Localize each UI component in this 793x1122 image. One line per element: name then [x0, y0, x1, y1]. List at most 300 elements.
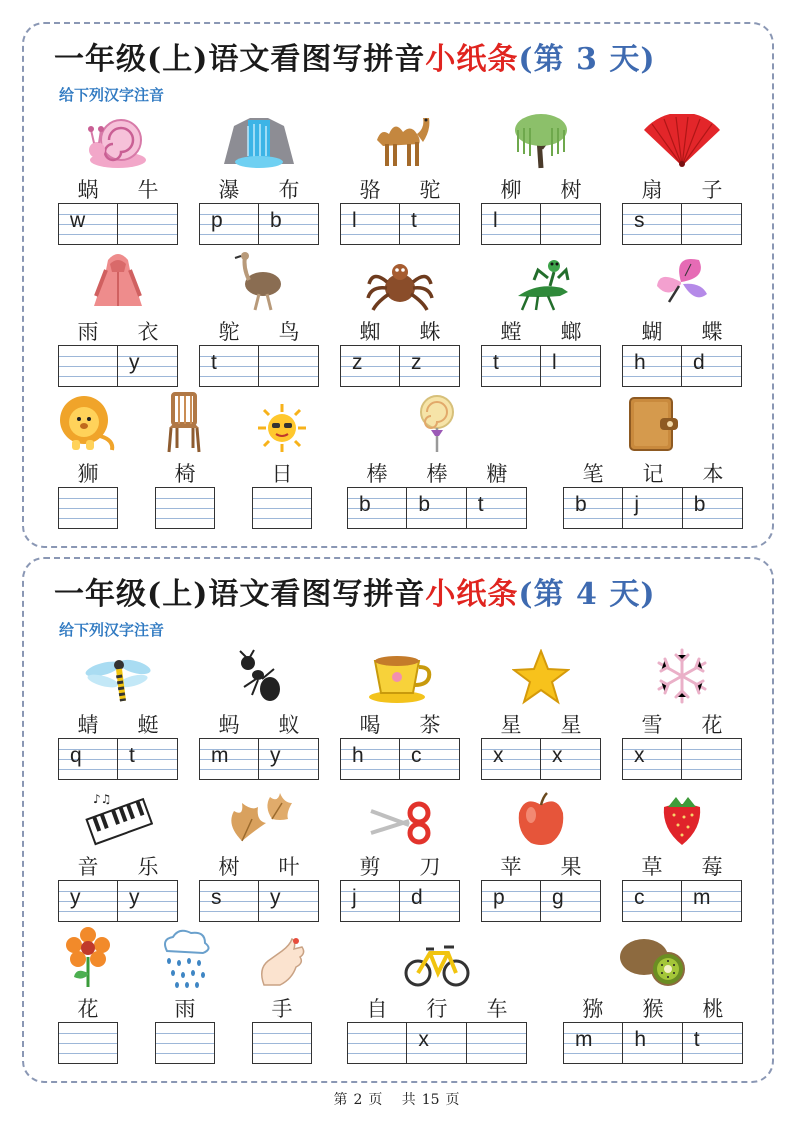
pinyin-box[interactable] — [259, 204, 318, 244]
hanzi-row — [340, 709, 460, 739]
pinyin-initial: x — [418, 1028, 429, 1051]
hanzi-char: 苹 — [500, 855, 522, 879]
pinyin-box[interactable] — [200, 346, 259, 386]
word-card — [340, 254, 460, 388]
pinyin-box[interactable] — [682, 204, 741, 244]
hanzi-row — [58, 458, 118, 488]
hanzi-row — [199, 316, 319, 346]
hanzi-char: 花 — [77, 997, 99, 1021]
hanzi-char: 乐 — [137, 855, 159, 879]
pinyin-box[interactable] — [200, 739, 259, 779]
notebook-icon — [626, 394, 680, 454]
pinyin-box[interactable] — [156, 488, 214, 528]
butterfly-icon — [651, 252, 713, 312]
pinyin-initial: l — [552, 351, 557, 374]
pinyin-box[interactable] — [623, 204, 682, 244]
pinyin-box[interactable] — [253, 488, 311, 528]
hanzi-row — [563, 458, 743, 488]
pinyin-box[interactable] — [683, 488, 742, 528]
hanzi-char: 星 — [500, 713, 522, 737]
pinyin-box-group — [481, 203, 601, 245]
pinyin-box[interactable] — [482, 739, 541, 779]
pinyin-box-group — [155, 487, 215, 529]
page-label: 第 — [333, 1092, 348, 1108]
hanzi-row — [622, 316, 742, 346]
camel-icon — [365, 110, 435, 170]
pinyin-box-group — [252, 487, 312, 529]
word-card — [199, 112, 319, 246]
pinyin-initial: j — [634, 493, 640, 516]
hanzi-char: 树 — [218, 855, 240, 879]
hanzi-char: 狮 — [77, 462, 99, 486]
pinyin-initial: s — [634, 209, 645, 232]
hanzi-char: 骆 — [359, 178, 381, 202]
pinyin-box-group — [199, 345, 319, 387]
word-card — [481, 112, 601, 246]
pinyin-box-group — [58, 203, 178, 245]
pinyin-initial: p — [493, 886, 505, 909]
pinyin-box-group — [622, 738, 742, 780]
pinyin-initial: l — [352, 209, 357, 232]
snail-icon — [85, 110, 151, 170]
pinyin-initial: d — [411, 886, 423, 909]
hanzi-row — [58, 851, 178, 881]
pinyin-box-group — [563, 487, 743, 529]
pinyin-box[interactable] — [541, 346, 600, 386]
pinyin-box[interactable] — [407, 1023, 466, 1063]
hanzi-char: 椅 — [174, 462, 196, 486]
hanzi-char: 牛 — [137, 178, 159, 202]
hanzi-row — [347, 993, 527, 1023]
pinyin-box[interactable] — [259, 346, 318, 386]
hanzi-char: 蝶 — [701, 320, 723, 344]
word-card — [622, 112, 742, 246]
pinyin-box[interactable] — [59, 346, 118, 386]
pinyin-box[interactable] — [400, 204, 459, 244]
pinyin-box-group — [199, 880, 319, 922]
hanzi-char: 子 — [701, 178, 723, 202]
spider-icon — [365, 256, 435, 312]
pinyin-box-group — [58, 1022, 118, 1064]
hanzi-char: 树 — [560, 178, 582, 202]
pinyin-initial: g — [552, 886, 564, 909]
pinyin-initial: t — [493, 351, 499, 374]
hanzi-row — [58, 709, 178, 739]
pinyin-box-group — [340, 880, 460, 922]
pinyin-initial: h — [352, 744, 364, 767]
dragonfly-icon — [83, 653, 153, 705]
pinyin-initial: h — [634, 351, 646, 374]
word-card — [622, 254, 742, 388]
hanzi-row — [347, 458, 527, 488]
pinyin-initial: y — [129, 351, 140, 374]
hanzi-char: 行 — [426, 997, 448, 1021]
word-card — [252, 396, 312, 530]
willow-tree-icon — [510, 108, 572, 170]
hanzi-char: 棒 — [426, 462, 448, 486]
pinyin-box[interactable] — [623, 346, 682, 386]
hanzi-char: 驼 — [419, 178, 441, 202]
pinyin-box-group — [622, 345, 742, 387]
hanzi-row — [58, 993, 118, 1023]
hanzi-row — [622, 174, 742, 204]
hanzi-char: 车 — [486, 997, 508, 1021]
hanzi-char: 蚂 — [218, 713, 240, 737]
hanzi-row — [622, 851, 742, 881]
pinyin-initial: m — [211, 744, 229, 767]
worksheet-day-4 — [22, 557, 774, 1083]
pinyin-initial: q — [70, 744, 82, 767]
pinyin-box-group — [58, 487, 118, 529]
pinyin-initial: l — [493, 209, 498, 232]
pinyin-initial: b — [575, 493, 587, 516]
hanzi-char: 茶 — [419, 713, 441, 737]
pinyin-initial: z — [352, 351, 363, 374]
pinyin-initial: d — [693, 351, 705, 374]
hanzi-char: 日 — [271, 462, 293, 486]
word-card — [155, 396, 215, 530]
word-card — [58, 647, 178, 781]
pinyin-box[interactable] — [341, 204, 400, 244]
total-unit: 页 — [445, 1092, 460, 1108]
pinyin-initial: t — [411, 209, 417, 232]
word-card — [58, 931, 118, 1065]
ostrich-icon — [229, 250, 289, 312]
hanzi-char: 果 — [560, 855, 582, 879]
pinyin-initial: w — [70, 209, 86, 232]
hanzi-char: 草 — [641, 855, 663, 879]
pinyin-box[interactable] — [259, 881, 318, 921]
pinyin-box[interactable] — [400, 346, 459, 386]
raincoat-icon — [90, 250, 146, 312]
pinyin-box[interactable] — [59, 1023, 117, 1063]
title-day: (第 3 天) — [518, 42, 656, 77]
pinyin-box[interactable] — [541, 881, 600, 921]
hanzi-char: 蚁 — [278, 713, 300, 737]
pinyin-box[interactable] — [253, 1023, 311, 1063]
total-label: 共 — [401, 1092, 416, 1108]
hanzi-row — [340, 174, 460, 204]
word-card — [622, 789, 742, 923]
pinyin-box-group — [58, 738, 178, 780]
pinyin-box[interactable] — [682, 739, 741, 779]
pinyin-box[interactable] — [482, 881, 541, 921]
hanzi-char: 叶 — [278, 855, 300, 879]
pinyin-initial: m — [575, 1028, 593, 1051]
hanzi-row — [481, 851, 601, 881]
pinyin-box[interactable] — [541, 739, 600, 779]
lollipop-icon — [417, 394, 457, 454]
hanzi-char: 雪 — [641, 713, 663, 737]
hanzi-char: 剪 — [359, 855, 381, 879]
hanzi-row — [58, 316, 178, 346]
pinyin-box[interactable] — [400, 881, 459, 921]
sheet-title — [54, 569, 656, 613]
hanzi-char: 星 — [560, 713, 582, 737]
worksheet-day-3 — [22, 22, 774, 548]
pinyin-box-group — [622, 880, 742, 922]
pinyin-box-group — [340, 203, 460, 245]
word-card — [563, 396, 743, 530]
pinyin-initial: z — [411, 351, 422, 374]
pinyin-box-group — [347, 487, 527, 529]
hanzi-row — [199, 709, 319, 739]
title-main: 一年级(上)语文看图写拼音 — [54, 577, 426, 612]
pinyin-box[interactable] — [400, 739, 459, 779]
bicycle-icon — [404, 937, 470, 989]
pinyin-box[interactable] — [623, 739, 682, 779]
pinyin-box-group — [481, 880, 601, 922]
hanzi-char: 猴 — [642, 997, 664, 1021]
pinyin-initial: b — [270, 209, 282, 232]
hanzi-char: 喝 — [359, 713, 381, 737]
hanzi-char: 自 — [366, 997, 388, 1021]
word-card — [481, 254, 601, 388]
instruction-text: 给下列汉字注音 — [59, 86, 165, 104]
pinyin-box[interactable] — [341, 881, 400, 921]
pinyin-box[interactable] — [259, 739, 318, 779]
pinyin-box[interactable] — [683, 1023, 742, 1063]
hanzi-char: 扇 — [641, 178, 663, 202]
hanzi-char: 鸵 — [218, 320, 240, 344]
ant-icon — [234, 649, 284, 705]
svg-text:♪♫: ♪♫ — [93, 792, 112, 806]
title-main: 一年级(上)语文看图写拼音 — [54, 42, 426, 77]
hanzi-row — [199, 851, 319, 881]
waterfall-icon — [220, 112, 298, 170]
hanzi-char: 瀑 — [218, 178, 240, 202]
title-highlight: 小纸条 — [425, 42, 519, 77]
pinyin-initial: m — [693, 886, 711, 909]
hand-icon — [256, 933, 308, 989]
sun-icon — [254, 402, 310, 454]
pinyin-initial: t — [211, 351, 217, 374]
rain-cloud-icon — [157, 927, 213, 989]
hanzi-char: 本 — [702, 462, 724, 486]
mantis-icon — [508, 252, 574, 312]
pinyin-box-group — [58, 880, 178, 922]
word-card — [563, 931, 743, 1065]
word-card — [481, 647, 601, 781]
fan-icon — [640, 114, 724, 170]
pinyin-box[interactable] — [467, 1023, 526, 1063]
pinyin-initial: t — [129, 744, 135, 767]
pinyin-initial: y — [70, 886, 81, 909]
pinyin-initial: t — [693, 1028, 700, 1051]
pinyin-box[interactable] — [200, 204, 259, 244]
hanzi-char: 蛛 — [419, 320, 441, 344]
word-card — [481, 789, 601, 923]
pinyin-box[interactable] — [341, 739, 400, 779]
pinyin-box-group — [563, 1022, 743, 1064]
hanzi-char: 螳 — [500, 320, 522, 344]
pinyin-box[interactable] — [341, 346, 400, 386]
hanzi-row — [252, 458, 312, 488]
word-card — [155, 931, 215, 1065]
pinyin-box-group — [58, 345, 178, 387]
hanzi-row — [58, 174, 178, 204]
total-pages: 15 — [421, 1092, 440, 1108]
word-card — [347, 931, 527, 1065]
pinyin-initial: x — [634, 744, 645, 767]
title-day: (第 4 天) — [518, 577, 656, 612]
pinyin-box-group — [199, 203, 319, 245]
hanzi-char: 衣 — [137, 320, 159, 344]
pinyin-initial: b — [359, 493, 371, 516]
word-card — [199, 789, 319, 923]
title-highlight: 小纸条 — [425, 577, 519, 612]
sheet-title — [54, 34, 656, 78]
pinyin-box-group — [155, 1022, 215, 1064]
instruction-text: 给下列汉字注音 — [59, 621, 165, 639]
hanzi-row — [622, 709, 742, 739]
hanzi-row — [252, 993, 312, 1023]
star-icon — [512, 649, 570, 705]
snowflake-icon — [653, 647, 711, 705]
pinyin-box[interactable] — [59, 739, 118, 779]
word-card — [622, 647, 742, 781]
pinyin-box[interactable] — [156, 1023, 214, 1063]
pinyin-box[interactable] — [118, 739, 177, 779]
hanzi-char: 手 — [271, 997, 293, 1021]
hanzi-char: 刀 — [419, 855, 441, 879]
pinyin-box[interactable] — [118, 346, 177, 386]
page-number: 2 — [353, 1092, 363, 1108]
hanzi-char: 记 — [642, 462, 664, 486]
pinyin-box[interactable] — [482, 346, 541, 386]
hanzi-char: 花 — [701, 713, 723, 737]
word-card — [58, 112, 178, 246]
word-card — [340, 112, 460, 246]
pinyin-box-group — [340, 738, 460, 780]
pinyin-box-group — [199, 738, 319, 780]
teacup-icon — [367, 649, 433, 705]
pinyin-box[interactable] — [564, 488, 623, 528]
pinyin-box[interactable] — [541, 204, 600, 244]
hanzi-row — [340, 316, 460, 346]
leaves-icon — [222, 789, 296, 847]
hanzi-char: 雨 — [77, 320, 99, 344]
pinyin-initial: b — [418, 493, 431, 516]
pinyin-box[interactable] — [623, 1023, 682, 1063]
page-footer — [0, 1089, 793, 1109]
lion-icon — [56, 392, 120, 454]
word-card — [199, 254, 319, 388]
pinyin-initial: y — [270, 886, 281, 909]
word-card — [58, 396, 118, 530]
hanzi-row — [481, 174, 601, 204]
pinyin-initial: x — [552, 744, 563, 767]
hanzi-char: 蜘 — [359, 320, 381, 344]
scissors-icon — [365, 797, 435, 847]
pinyin-box[interactable] — [682, 881, 741, 921]
pinyin-initial: t — [477, 493, 484, 516]
pinyin-box[interactable] — [467, 488, 526, 528]
pinyin-initial: j — [352, 886, 357, 909]
chair-icon — [165, 392, 205, 454]
piano-keys-icon — [83, 791, 153, 847]
pinyin-box[interactable] — [407, 488, 466, 528]
hanzi-row — [155, 993, 215, 1023]
word-card — [58, 789, 178, 923]
pinyin-initial: s — [211, 886, 222, 909]
hanzi-char: 鸟 — [278, 320, 300, 344]
page-unit: 页 — [368, 1092, 383, 1108]
hanzi-char: 棒 — [366, 462, 388, 486]
pinyin-box[interactable] — [564, 1023, 623, 1063]
pinyin-initial: c — [411, 744, 422, 767]
word-card — [58, 254, 178, 388]
hanzi-row — [199, 174, 319, 204]
hanzi-char: 桃 — [702, 997, 724, 1021]
pinyin-initial: y — [129, 886, 140, 909]
pinyin-box[interactable] — [348, 488, 407, 528]
word-card — [252, 931, 312, 1065]
pinyin-initial: p — [211, 209, 223, 232]
pinyin-box-group — [622, 203, 742, 245]
kiwi-icon — [618, 933, 688, 989]
hanzi-row — [563, 993, 743, 1023]
pinyin-box-group — [252, 1022, 312, 1064]
hanzi-char: 莓 — [701, 855, 723, 879]
pinyin-initial: h — [634, 1028, 647, 1051]
pinyin-box[interactable] — [623, 881, 682, 921]
pinyin-box[interactable] — [59, 204, 118, 244]
hanzi-char: 蝴 — [641, 320, 663, 344]
word-card — [340, 647, 460, 781]
hanzi-row — [340, 851, 460, 881]
pinyin-box-group — [340, 345, 460, 387]
hanzi-char: 笔 — [582, 462, 604, 486]
hanzi-row — [481, 709, 601, 739]
hanzi-char: 雨 — [174, 997, 196, 1021]
pinyin-box[interactable] — [348, 1023, 407, 1063]
pinyin-initial: c — [634, 886, 645, 909]
strawberry-icon — [658, 791, 706, 847]
hanzi-char: 蜓 — [137, 713, 159, 737]
pinyin-box[interactable] — [200, 881, 259, 921]
pinyin-box-group — [481, 345, 601, 387]
hanzi-row — [481, 316, 601, 346]
pinyin-box[interactable] — [623, 488, 682, 528]
hanzi-row — [155, 458, 215, 488]
pinyin-box-group — [481, 738, 601, 780]
hanzi-char: 糖 — [486, 462, 508, 486]
pinyin-box[interactable] — [59, 881, 118, 921]
word-card — [340, 789, 460, 923]
hanzi-char: 布 — [278, 178, 300, 202]
hanzi-char: 蜻 — [77, 713, 99, 737]
pinyin-box[interactable] — [118, 881, 177, 921]
hanzi-char: 猕 — [582, 997, 604, 1021]
hanzi-char: 柳 — [500, 178, 522, 202]
pinyin-initial: y — [270, 744, 281, 767]
word-card — [347, 396, 527, 530]
pinyin-box[interactable] — [482, 204, 541, 244]
pinyin-initial: b — [693, 493, 706, 516]
flower-icon — [66, 927, 110, 989]
hanzi-char: 蜗 — [77, 178, 99, 202]
hanzi-char: 音 — [77, 855, 99, 879]
hanzi-char: 螂 — [560, 320, 582, 344]
pinyin-box-group — [347, 1022, 527, 1064]
pinyin-box[interactable] — [118, 204, 177, 244]
pinyin-initial: x — [493, 744, 504, 767]
pinyin-box[interactable] — [682, 346, 741, 386]
word-card — [199, 647, 319, 781]
apple-icon — [513, 791, 569, 847]
pinyin-box[interactable] — [59, 488, 117, 528]
